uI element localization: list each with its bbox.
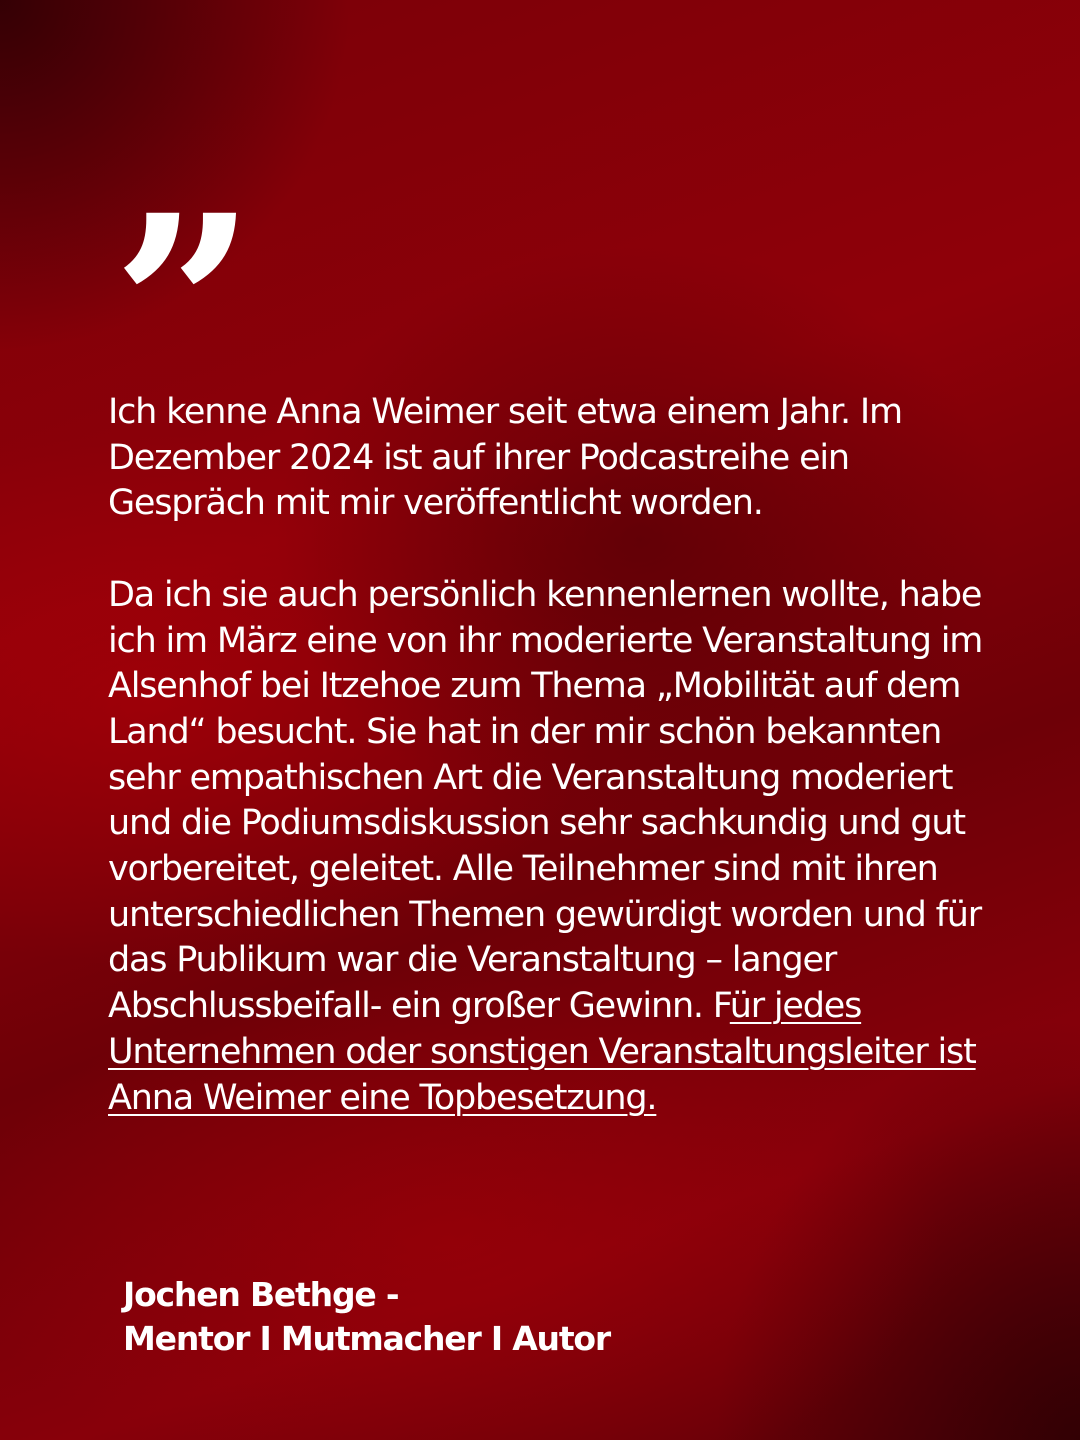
author-signature <box>123 1273 610 1361</box>
author-name: Jochen Bethge - <box>123 1275 399 1314</box>
quote-icon: ” <box>112 160 242 454</box>
quote-paragraph-2 <box>108 573 988 1121</box>
author-title: Mentor I Mutmacher I Autor <box>123 1319 610 1358</box>
quote-underlined-text: ür jedes Unternehmen oder sonstigen Veranstaltungsleiter ist Anna Weimer eine Topbesetzung. <box>108 986 976 1118</box>
quote-paragraph-1: Ich kenne Anna Weimer seit etwa einem Jahr. Im Dezember 2024 ist auf ihrer Podcastreihe ein Gespräch mit mir veröffentlicht worden. <box>108 392 902 524</box>
testimonial-quote <box>108 390 988 1121</box>
quote-paragraph-2-text: Da ich sie auch persönlich kennenlernen wollte, habe ich im März eine von ihr moderierte Veranstaltung im Alsenhof bei Itzehoe zum Thema „Mobilität auf dem Land“ besucht. Sie hat in der mir schön bekannten sehr empathischen Art die Veranstaltung moderiert und die Podiumsdiskussion sehr sachkundig und gut vorbereitet, geleitet. Alle Teilnehmer sind mit ihren unterschiedlichen Themen gewürdigt worden und für das Publikum war die Veranstaltung – langer Abschlussbeifall- ein großer Gewinn. F <box>108 574 983 1027</box>
